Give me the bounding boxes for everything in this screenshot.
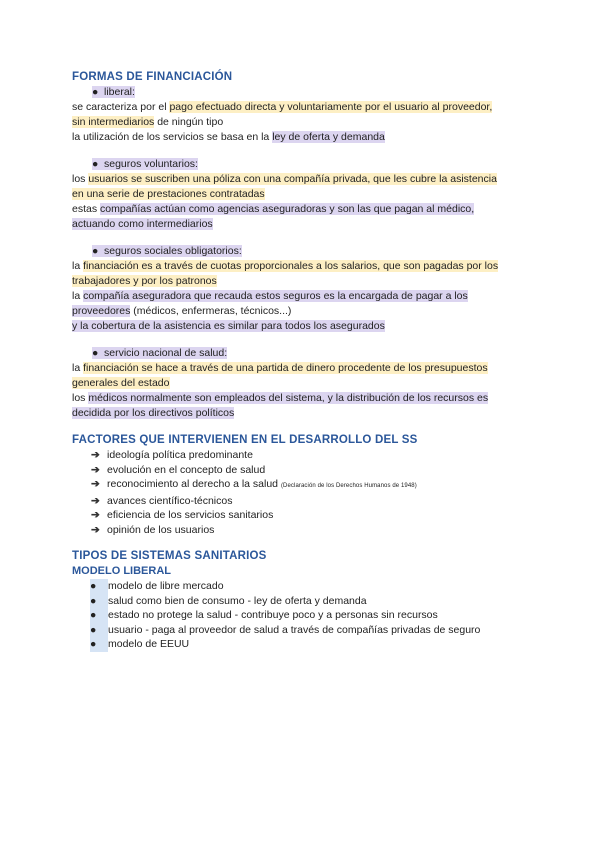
- list-item: ➔ avances científico-técnicos: [91, 494, 233, 507]
- list-item: ● usuario - paga al proveedor de salud a través de compañías privadas de seguro: [90, 623, 481, 636]
- list-item: ● modelo de EEUU: [90, 638, 190, 651]
- list-item: ● salud como bien de consumo - ley de oferta y demanda: [90, 594, 367, 607]
- arrow-right-icon: ➔: [91, 523, 100, 536]
- bullet-liberal: ● liberal:: [92, 86, 135, 98]
- liberal-line-1: se caracteriza por el pago efectuado directa y voluntariamente por el usuario al proveedor,: [72, 101, 493, 113]
- section-title-tipos: TIPOS DE SISTEMAS SANITARIOS: [72, 550, 267, 562]
- nacional-line-3: los médicos normalmente son empleados del sistema, y la distribución de los recursos es: [72, 392, 489, 404]
- liberal-line-2: sin intermediarios de ningún tipo: [72, 116, 224, 128]
- liberal-line-3: la utilización de los servicios se basa en la ley de oferta y demanda: [72, 131, 385, 143]
- bullet-dot-icon: ●: [90, 637, 108, 652]
- bullet-nacional: ● servicio nacional de salud:: [92, 347, 228, 359]
- bullet-dot-icon: ●: [90, 623, 108, 638]
- nacional-line-2: generales del estado: [72, 377, 170, 389]
- voluntarios-line-1: los usuarios se suscriben una póliza con una compañía privada, que les cubre la asistencia: [72, 173, 497, 185]
- list-item: ➔ evolución en el concepto de salud: [91, 463, 266, 476]
- factores-list: [72, 448, 532, 537]
- bullet-dot-icon: ●: [92, 347, 99, 359]
- nacional-line-4: decidida por los directivos políticos: [72, 407, 235, 419]
- obligatorios-line-3: la compañía aseguradora que recauda estos seguros es la encargada de pagar a los: [72, 290, 468, 302]
- list-item: ➔ eficiencia de los servicios sanitarios: [91, 509, 274, 521]
- bullet-voluntarios: ● seguros voluntarios:: [92, 158, 198, 170]
- list-item: ➔ ideología política predominante: [91, 449, 253, 461]
- list-item: ➔ reconocimiento al derecho a la salud (Declaración de los Derechos Humanos de 1948): [91, 478, 417, 490]
- section-title-financiacion: FORMAS DE FINANCIACIÓN: [72, 71, 233, 83]
- bullet-dot-icon: ●: [92, 245, 99, 257]
- voluntarios-line-4: actuando como intermediarios: [72, 218, 213, 230]
- section-title-factores: FACTORES QUE INTERVIENEN EN EL DESARROLLO DEL SS: [72, 434, 418, 446]
- arrow-right-icon: ➔: [91, 509, 100, 521]
- bullet-dot-icon: ●: [92, 86, 99, 98]
- modelo-liberal-list: [72, 579, 532, 652]
- list-item: ➔ opinión de los usuarios: [91, 523, 215, 536]
- bullet-dot-icon: ●: [90, 608, 108, 623]
- list-item: ● estado no protege la salud - contribuye poco y a personas sin recursos: [90, 609, 438, 622]
- voluntarios-line-3: estas compañías actúan como agencias aseguradoras y son las que pagan al médico,: [72, 203, 475, 215]
- obligatorios-line-2: trabajadores y por los patronos: [72, 275, 217, 287]
- arrow-right-icon: ➔: [91, 478, 100, 490]
- arrow-right-icon: ➔: [91, 494, 100, 507]
- document-content: [72, 70, 532, 652]
- list-item: ● modelo de libre mercado: [90, 580, 224, 592]
- voluntarios-line-2: en una serie de prestaciones contratadas: [72, 188, 265, 200]
- bullet-dot-icon: ●: [92, 158, 99, 170]
- arrow-right-icon: ➔: [91, 449, 100, 461]
- bullet-obligatorios: ● seguros sociales obligatorios:: [92, 245, 242, 257]
- section-subtitle-modelo-liberal: MODELO LIBERAL: [72, 565, 171, 577]
- obligatorios-line-1: la financiación es a través de cuotas proporcionales a los salarios, que son pagadas por los: [72, 260, 499, 272]
- arrow-right-icon: ➔: [91, 463, 100, 476]
- list-item-note: (Declaración de los Derechos Humanos de 1948): [280, 483, 417, 489]
- bullet-dot-icon: ●: [90, 594, 108, 609]
- bullet-dot-icon: ●: [90, 579, 108, 594]
- obligatorios-line-4: proveedores (médicos, enfermeras, técnicos...): [72, 305, 292, 317]
- nacional-line-1: la financiación se hace a través de una partida de dinero procedente de los presupuestos: [72, 362, 488, 374]
- obligatorios-line-5: y la cobertura de la asistencia es similar para todos los asegurados: [72, 320, 385, 332]
